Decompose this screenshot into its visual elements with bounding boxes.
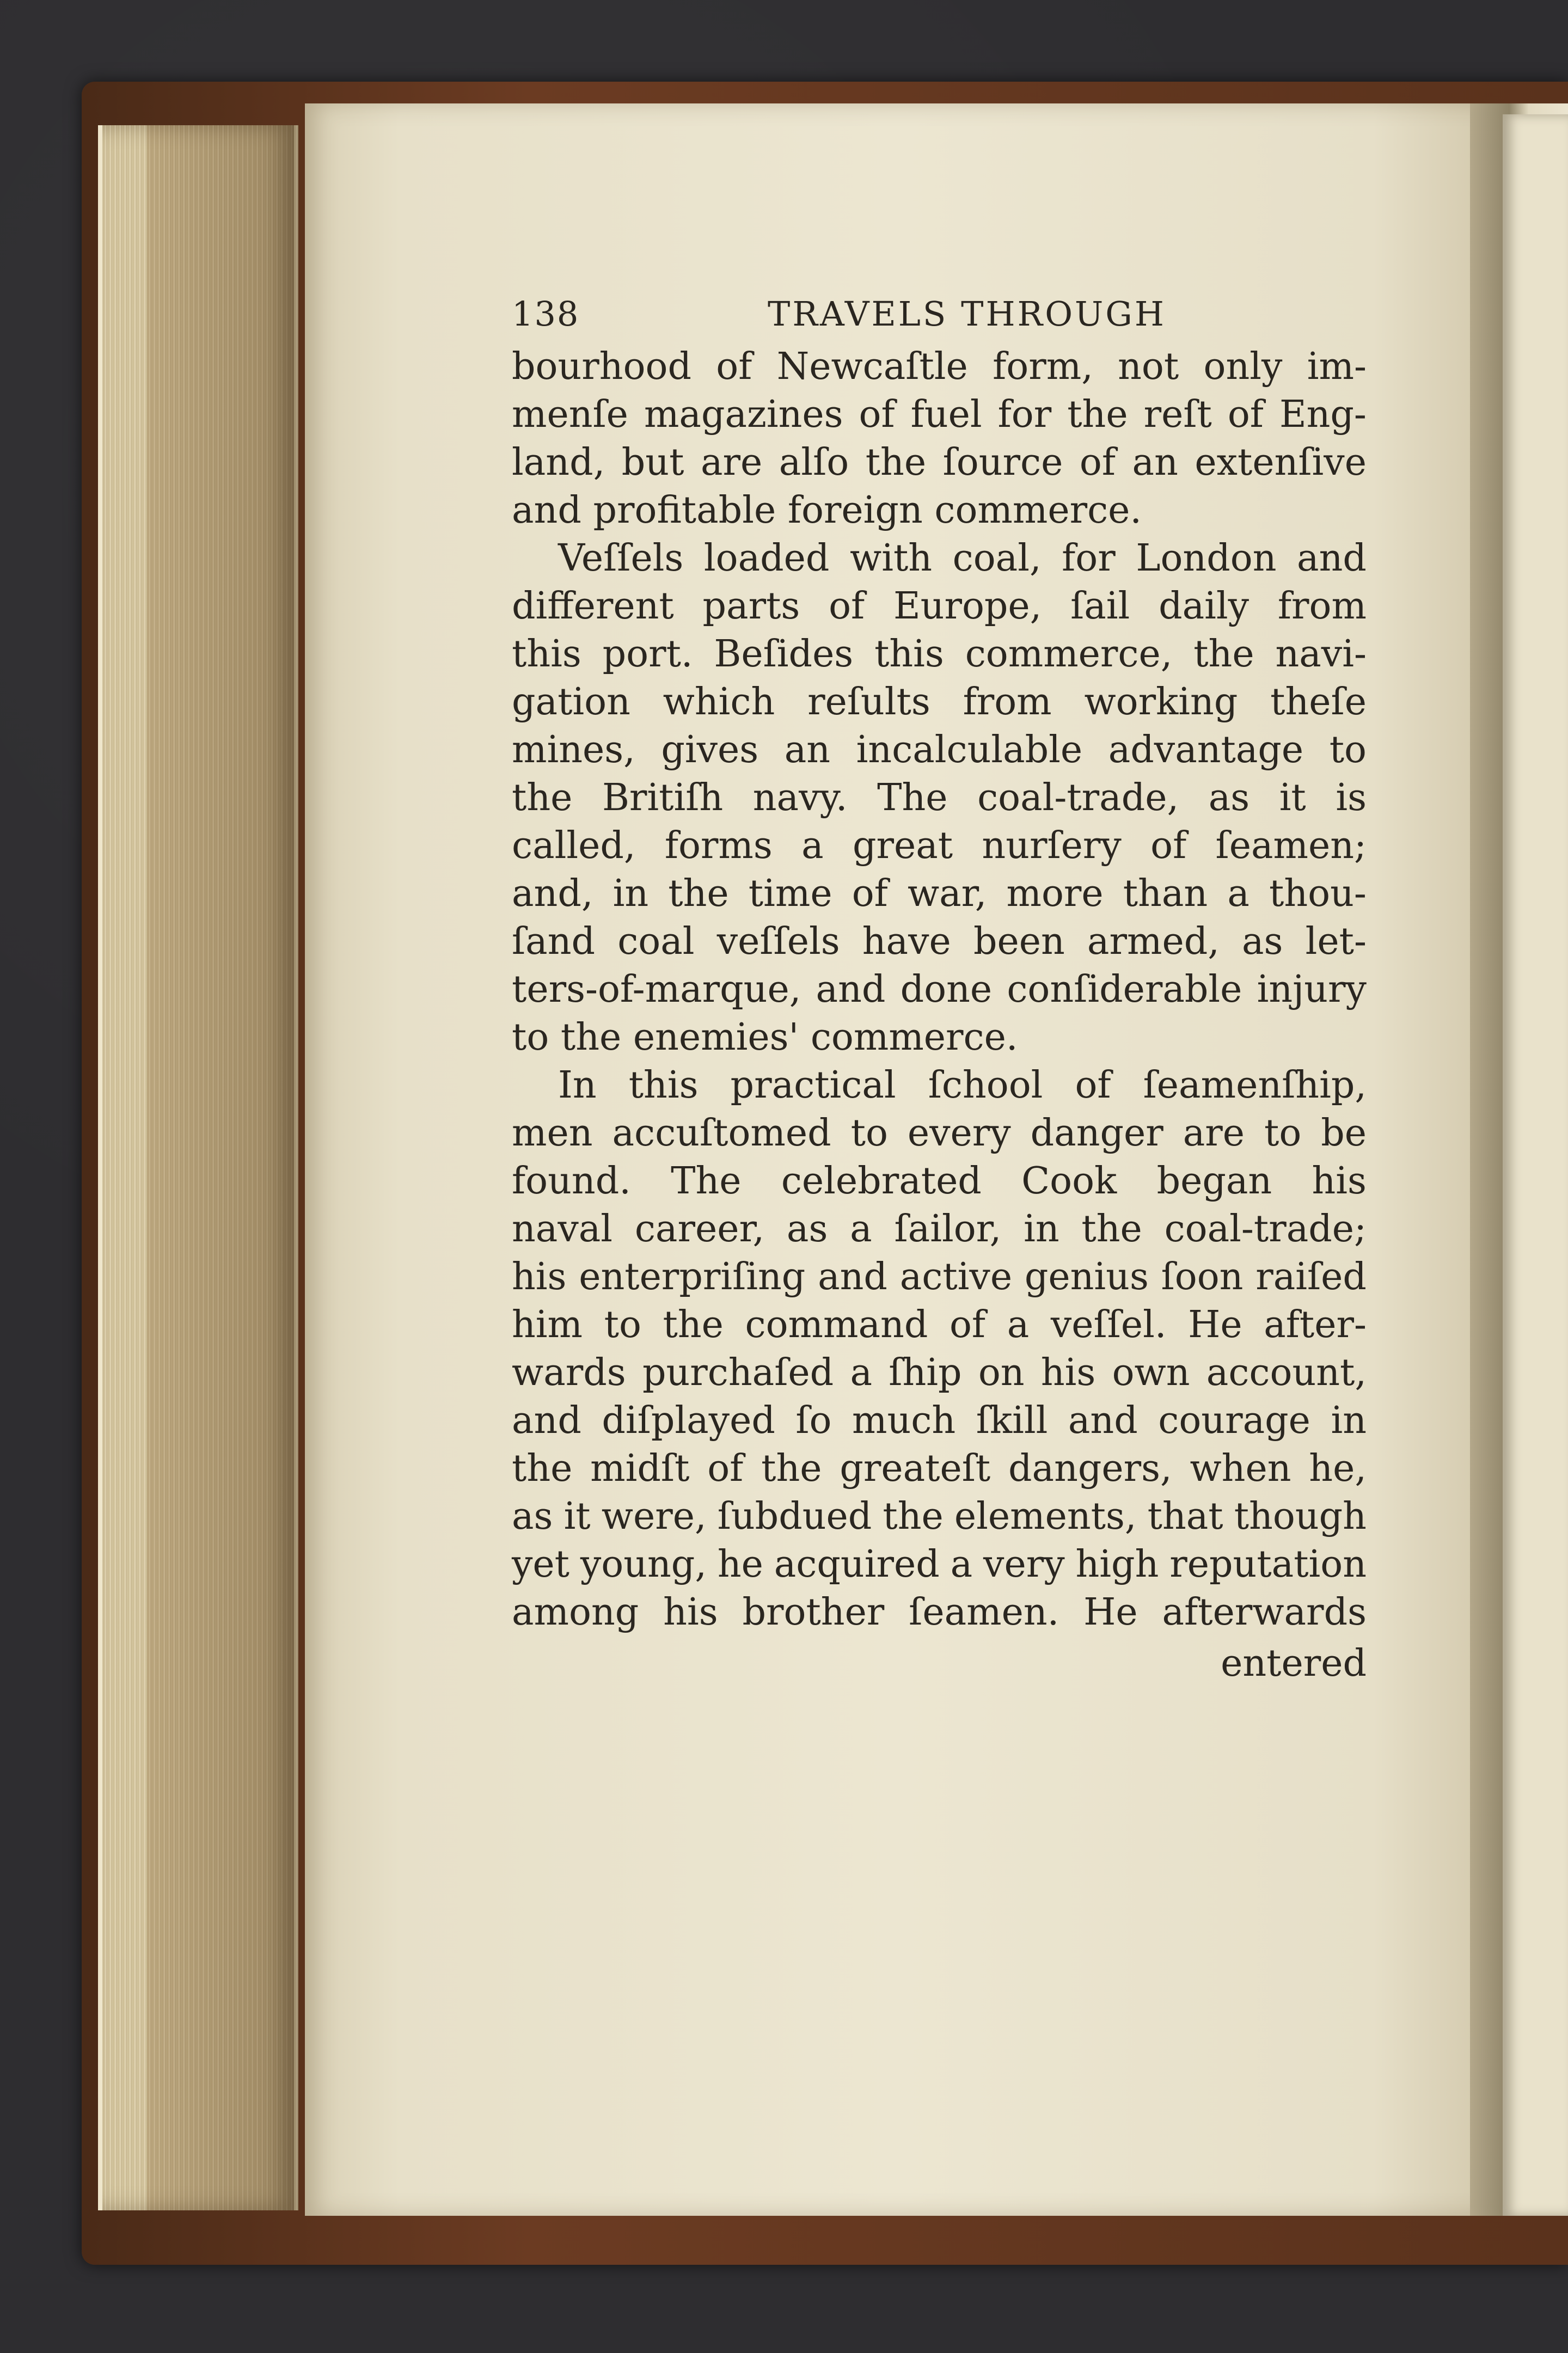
page-header <box>512 294 1367 343</box>
text-line: his enterpriſing and active genius ſoon raiſed <box>512 1255 1367 1298</box>
text-line: the midſt of the greateſt dangers, when he, <box>512 1447 1367 1490</box>
text-line: menſe magazines of fuel for the reſt of Eng- <box>512 393 1367 436</box>
text-line: In this practical ſchool of ſeamenſhip, <box>558 1064 1367 1107</box>
facing-page-edge <box>1503 114 1568 2216</box>
text-line: as it were, ſubdued the elements, that though <box>512 1495 1367 1538</box>
text-line: him to the command of a veſſel. He after- <box>512 1303 1367 1346</box>
text-line: wards purchaſed a ſhip on his own account, <box>512 1351 1367 1394</box>
text-line: and diſplayed ſo much ſkill and courage in <box>512 1399 1367 1442</box>
text-line: and profitable foreign commerce. <box>512 489 1142 532</box>
page-edge-stain <box>147 125 294 2210</box>
text-line: different parts of Europe, ſail daily from <box>512 585 1367 628</box>
running-head: TRAVELS THROUGH <box>768 294 1166 334</box>
body-text <box>512 343 1367 1637</box>
text-line: ters-of-marque, and done conſiderable injury <box>512 968 1367 1011</box>
text-line: mines, gives an incalculable advantage to <box>512 728 1367 771</box>
page-number: 138 <box>512 294 580 334</box>
text-line: called, forms a great nurſery of ſeamen; <box>512 824 1367 867</box>
text-line: ſand coal veſſels have been armed, as let- <box>512 920 1367 963</box>
text-line: found. The celebrated Cook began his <box>512 1160 1367 1203</box>
text-line: men accuſtomed to every danger are to be <box>512 1112 1367 1155</box>
text-line: this port. Beſides this commerce, the navi- <box>512 633 1367 676</box>
text-line: bourhood of Newcaſtle form, not only im- <box>512 345 1367 388</box>
text-line: gation which reſults from working theſe <box>512 681 1367 724</box>
catchword: entered <box>1221 1642 1367 1685</box>
text-line: yet young, he acquired a very high reputation <box>512 1543 1367 1586</box>
catchword-line <box>512 1640 1367 1688</box>
text-line: naval career, as a ſailor, in the coal-trade; <box>512 1208 1367 1251</box>
text-block <box>512 294 1367 1688</box>
text-line: to the enemies' commerce. <box>512 1016 1018 1059</box>
text-line: Veſſels loaded with coal, for London and <box>558 537 1367 580</box>
text-line: land, but are alſo the ſource of an extenſive <box>512 441 1367 484</box>
text-line: and, in the time of war, more than a thou- <box>512 872 1367 915</box>
text-line: the Britiſh navy. The coal-trade, as it is <box>512 776 1367 819</box>
text-line: among his brother ſeamen. He afterwards <box>512 1591 1367 1634</box>
